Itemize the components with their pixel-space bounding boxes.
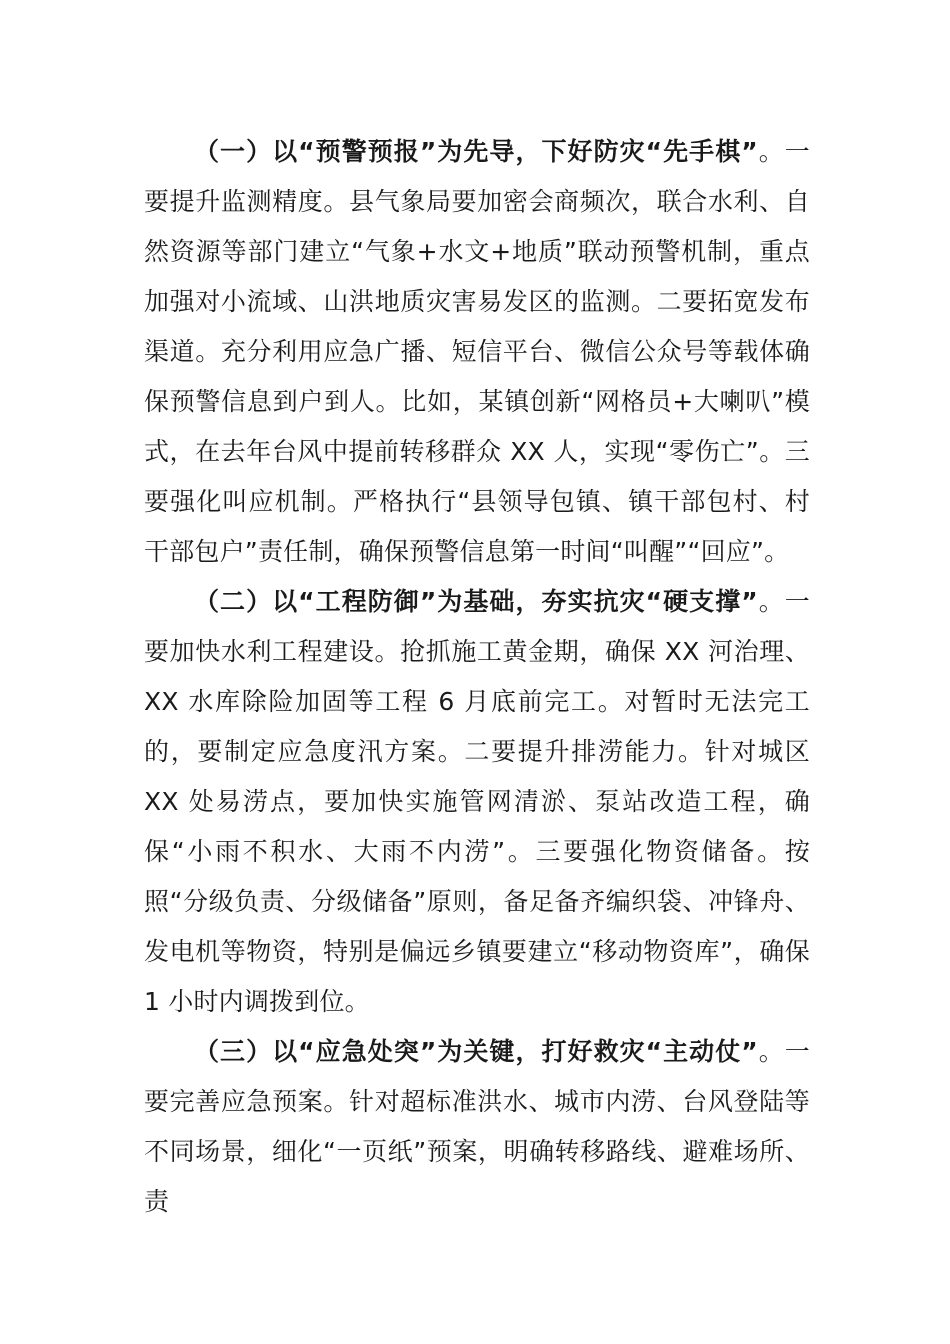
paragraph-1 bbox=[144, 127, 810, 577]
paragraph-2 bbox=[144, 577, 810, 1027]
paragraph-3 bbox=[144, 1027, 810, 1227]
paragraph-3-body: 。一要完善应急预案。针对超标准洪水、城市内涝、台风登陆等不同场景，细化“一页纸”预案，明确转移路线、避难场所、责 bbox=[144, 1037, 810, 1216]
paragraph-1-heading: （一）以“预警预报”为先导，下好防灾“先手棋” bbox=[194, 137, 758, 166]
document-body bbox=[144, 127, 810, 1227]
paragraph-3-heading: （三）以“应急处突”为关键，打好救灾“主动仗” bbox=[194, 1037, 758, 1066]
paragraph-1-body: 。一要提升监测精度。县气象局要加密会商频次，联合水利、自然资源等部门建立“气象+水文+地质”联动预警机制，重点加强对小流域、山洪地质灾害易发区的监测。二要拓宽发布渠道。充分利用应急广播、短信平台、微信公众号等载体确保预警信息到户到人。比如，某镇创新“网格员+大喇叭”模式，在去年台风中提前转移群众 XX 人，实现“零伤亡”。三要强化叫应机制。严格执行“县领导包镇、镇干部包村、村干部包户”责任制，确保预警信息第一时间“叫醒”“回应”。 bbox=[144, 137, 810, 566]
paragraph-2-heading: （二）以“工程防御”为基础，夯实抗灾“硬支撑” bbox=[194, 587, 758, 616]
paragraph-2-body: 。一要加快水利工程建设。抢抓施工黄金期，确保 XX 河治理、XX 水库除险加固等工程 6 月底前完工。对暂时无法完工的，要制定应急度汛方案。二要提升排涝能力。针对城区 XX 处易涝点，要加快实施管网清淤、泵站改造工程，确保“小雨不积水、大雨不内涝”。三要强化物资储备。按照“分级负责、分级储备”原则，备足备齐编织袋、冲锋舟、发电机等物资，特别是偏远乡镇要建立“移动物资库”，确保 1 小时内调拨到位。 bbox=[144, 587, 810, 1016]
